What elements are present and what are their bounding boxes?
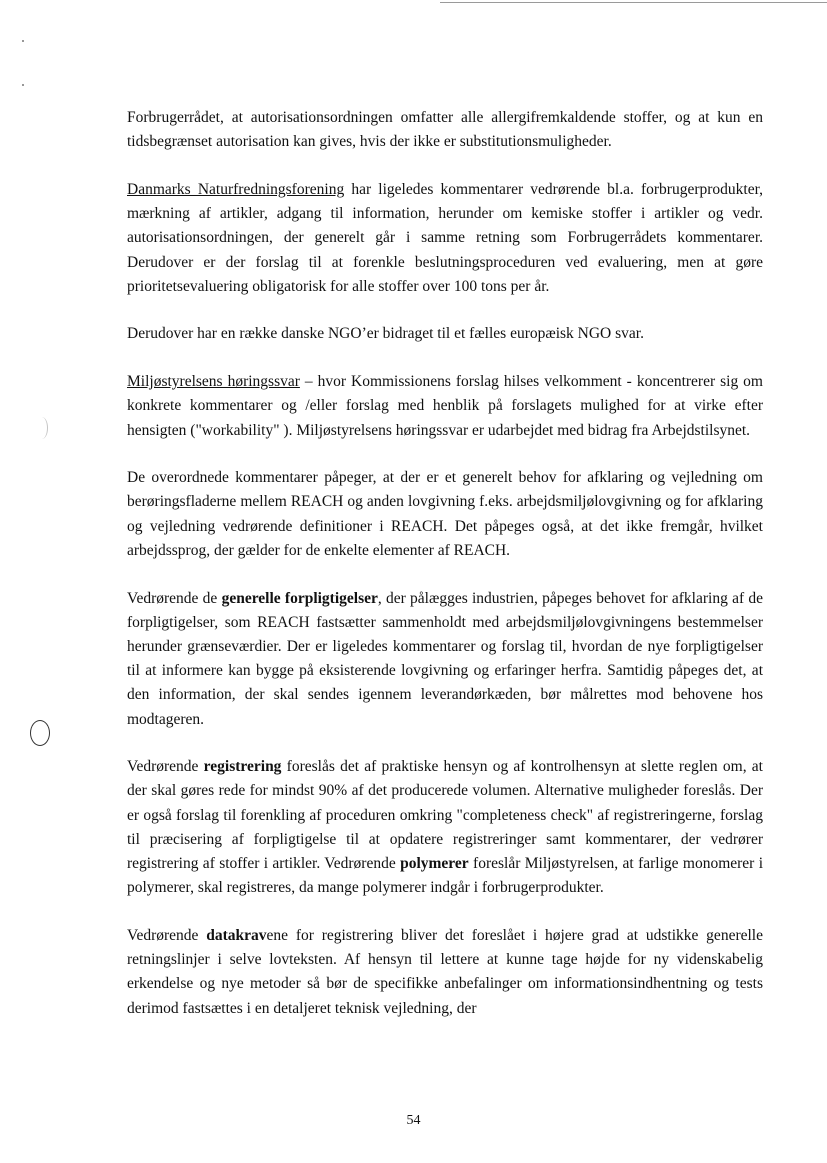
paragraph-text: har ligeledes kommentarer vedrørende bl.a. forbrugerprodukter, mærkning af artikler, adgang til information, herunder om kemiske stoffer i artikler og vedr. autorisationsordningen, der generelt går i samme retning som Forbrugerrådets kommentarer. Derudover er der forslag til at forenkle beslutningsproceduren ved evaluering, men at gøre prioritetsevaluering obligatorisk for alle stoffer over 100 tons per år.: [127, 180, 764, 295]
paragraph-text: Vedrørende: [127, 758, 204, 776]
paragraph-text: Vedrørende de: [127, 589, 222, 607]
paragraph-text: Derudover har en række danske NGO’er bidraget til et fælles europæisk NGO svar.: [127, 325, 644, 343]
underlined-organisation-name: Danmarks Naturfredningsforening: [127, 180, 345, 198]
body-paragraph: [127, 466, 763, 563]
paragraph-text: De overordnede kommentarer påpeger, at der er et generelt behov for afklaring og vejledning om berøringsfladerne mellem REACH og anden lovgivning f.eks. arbejdsmiljølovgivning og for afklaring og vejledning vedrørende definitioner i REACH. Det påpeges også, at det ikke fremgår, hvilket arbejdssprog, der gælder for de enkelte elementer af REACH.: [127, 469, 763, 559]
bold-term: registrering: [203, 758, 282, 776]
paragraph-text: ene for registrering bliver det foreslået i højere grad at udstikke generelle retningslinjer i selve lovteksten. Af hensyn til lettere at kunne tage højde for ny videnskabelig erkendelse og nye metoder så bør de specifikke anbefalinger om informationsindhentning og tests derimod fastsættes i en detaljeret teknisk vejledning, der: [127, 926, 763, 1017]
body-paragraph: [127, 178, 763, 299]
paragraph-text: Forbrugerrådet, at autorisationsordningen omfatter alle allergifremkaldende stoffer, og at kun en tidsbegrænset autorisation kan gives, hvis der ikke er substitutionsmuligheder.: [127, 109, 763, 151]
paragraph-text: – hvor Kommissionens forslag hilses velkomment - koncentrerer sig om konkrete kommentarer og /eller forslag med henblik på forslagets mulighed for at virke efter hensigten ("workability" ). Miljøstyrelsens høringssvar er udarbejdet med bidrag fra Arbejdstilsynet.: [127, 373, 763, 439]
bold-term: datakrav: [206, 926, 267, 944]
body-paragraph: [127, 587, 763, 732]
document-body: [127, 106, 763, 1044]
underlined-organisation-name: Miljøstyrelsens høringssvar: [127, 373, 300, 391]
paragraph-text: , der pålægges industrien, påpeges behovet for afklaring af de forpligtigelser, som REACH fastsætter sammenholdt med arbejdsmiljølovgivningens bestemmelser herunder grænseværdier. Der er ligeledes kommentarer og forslag til, hvordan de nye forpligtigelser til at informere kan bygge på eksisterende lovgivning og erfaringer herfra. Samtidig påpeges det, at den information, der skal sendes igennem leverandørkæden, bør målrettes mod behovene hos modtageren.: [127, 589, 763, 728]
scan-top-edge-line: [440, 2, 827, 3]
body-paragraph: [127, 370, 763, 443]
body-paragraph: [127, 924, 763, 1021]
scan-speck: [22, 84, 24, 86]
bold-term: generelle forpligtigelser: [221, 589, 378, 607]
punch-hole-mark: [30, 720, 50, 746]
paragraph-text: Vedrørende: [127, 926, 207, 944]
punch-hole-mark-faint: [36, 417, 48, 439]
body-paragraph: [127, 106, 763, 154]
scan-speck: [22, 40, 24, 42]
body-paragraph: [127, 755, 763, 900]
bold-term: polymerer: [400, 855, 469, 873]
body-paragraph: [127, 322, 763, 346]
paragraph-text: foreslås det af praktiske hensyn og af kontrolhensyn at slette reglen om, at der skal gøres rede for mindst 90% af det producerede volumen. Alternative muligheder foreslås. Der er også forslag til forenkling af proceduren omkring "completeness check" af registreringerne, forslag til præcisering af forpligtigelse til at opdatere registreringer samt kommentarer, der vedrører registrering af stoffer i artikler. Vedrørende: [127, 758, 763, 873]
page-number: 54: [406, 1113, 421, 1128]
paragraph-text: foreslår Miljøstyrelsen, at farlige monomerer i polymerer, skal registreres, da mange polymerer indgår i forbrugerprodukter.: [127, 855, 763, 897]
